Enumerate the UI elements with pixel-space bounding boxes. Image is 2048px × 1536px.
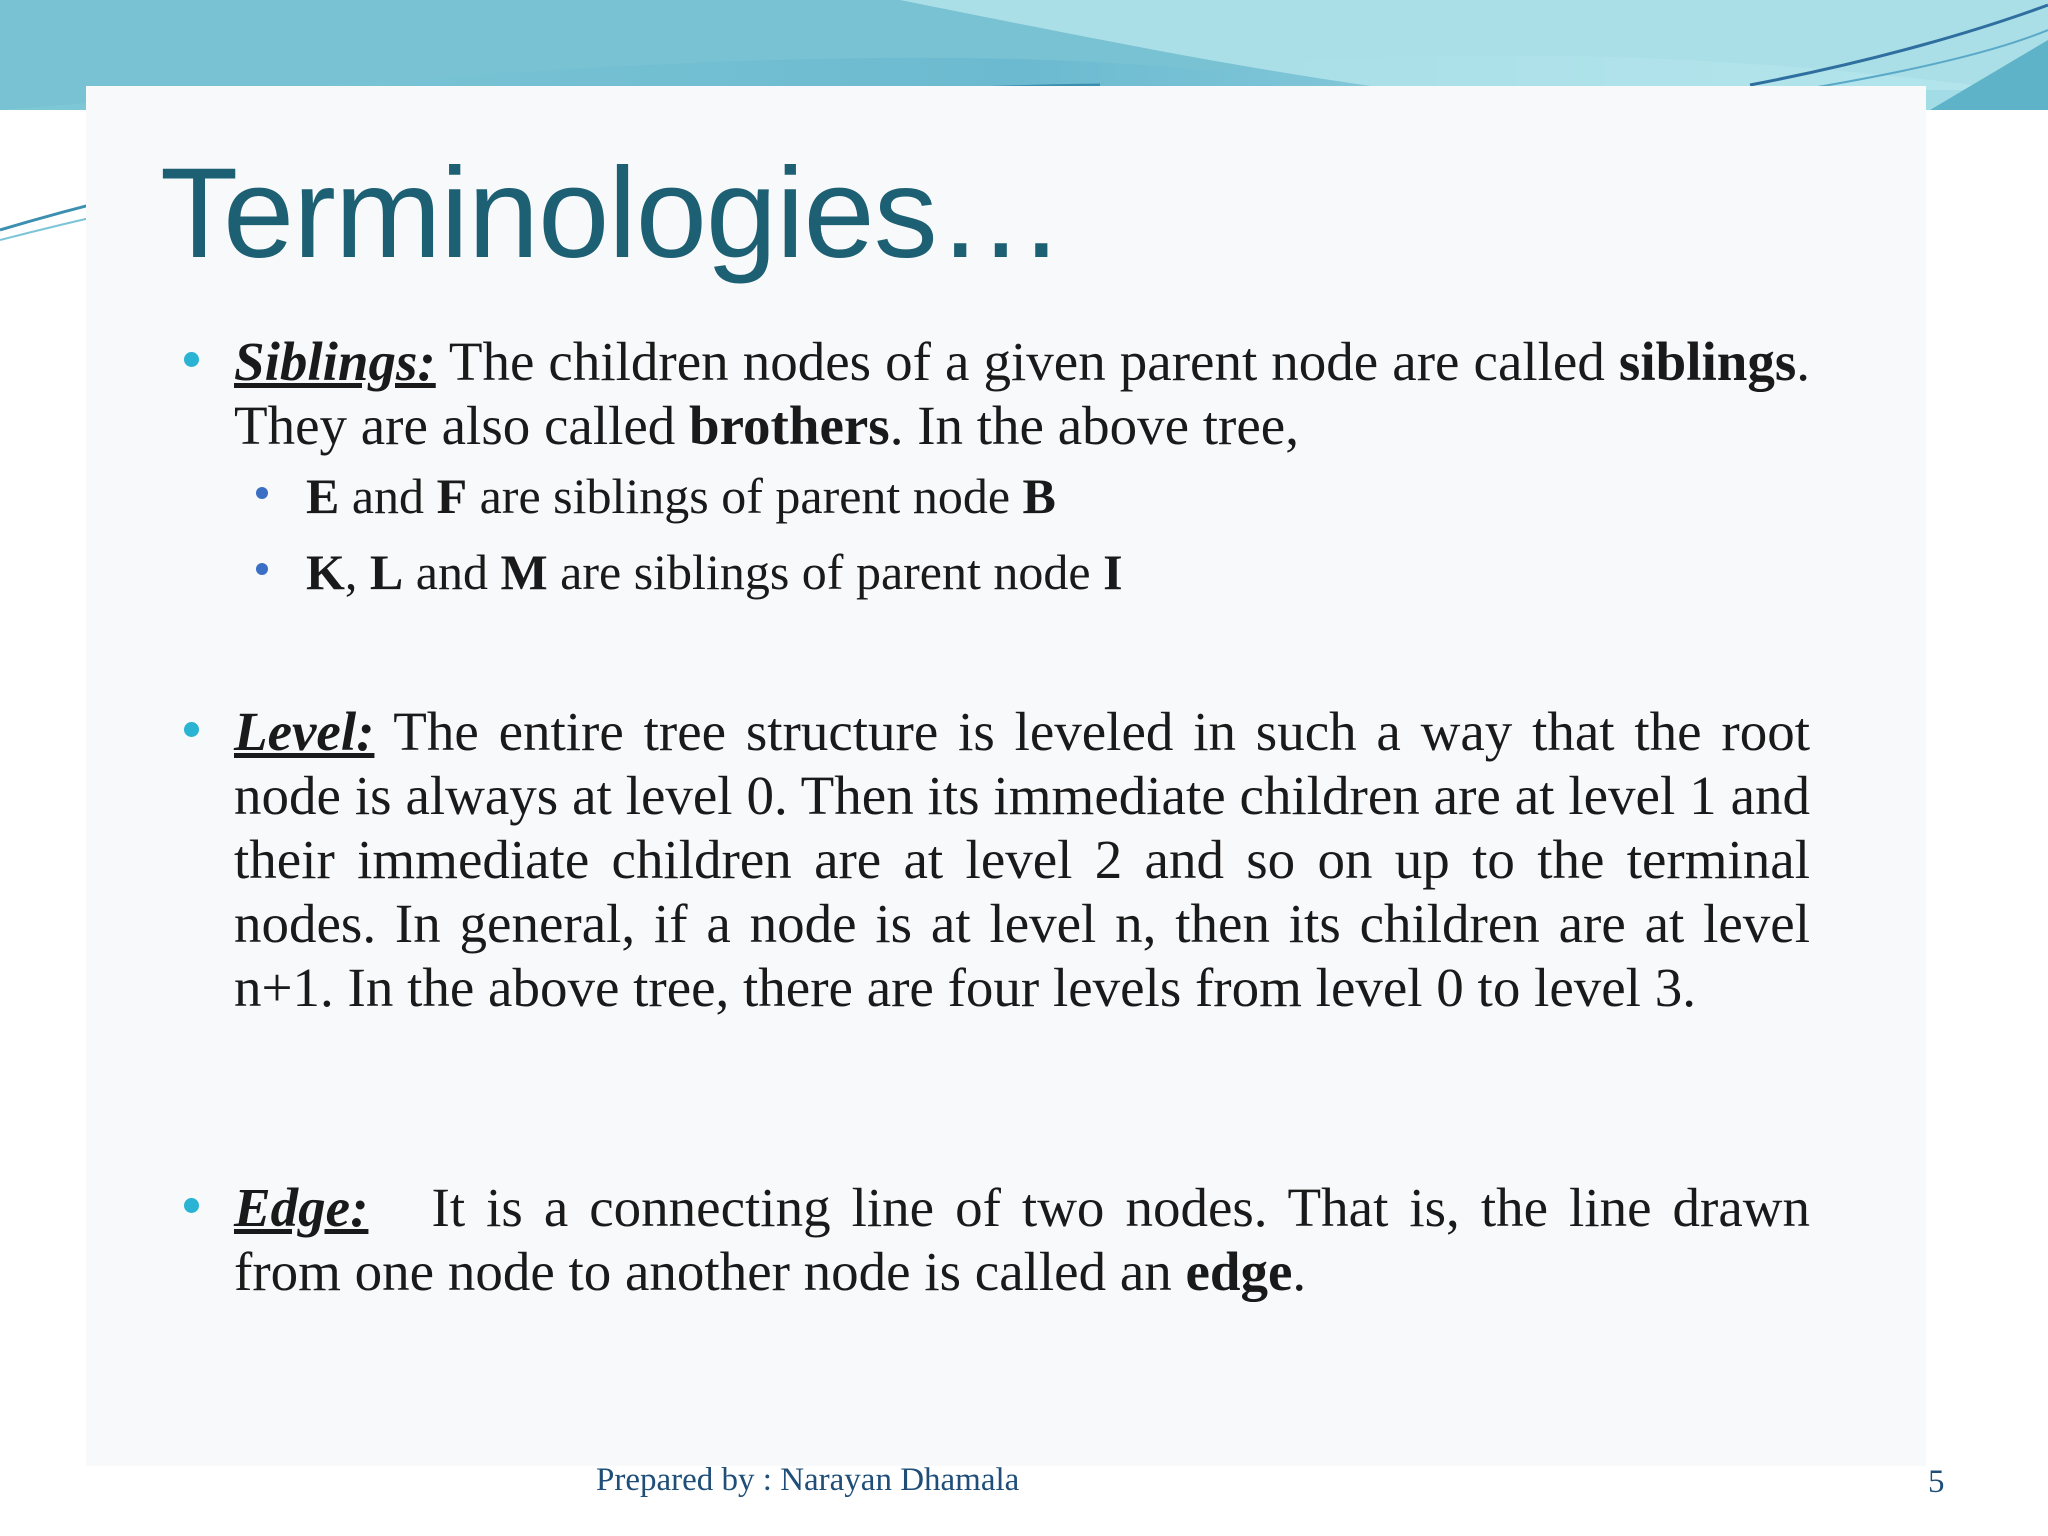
bold-node: E [306,468,340,524]
bold-word-siblings: siblings [1618,331,1797,392]
bold-node: L [369,544,404,600]
text-fragment: . They are also called [234,331,1810,456]
siblings-paragraph [234,330,1810,458]
level-text: The entire tree structure is leveled in such a way that the root node is always at level 0. Then its immediate children are at level 1 and their immediate children are at level 2 and so on up to the terminal nodes. In general, if a node is at level n, then its children are at level n+1. In the above tree, there are four levels from level 0 to level 3. [234,701,1810,1018]
text-fragment: and [403,544,501,600]
bullet-item-siblings [178,330,1810,458]
bullet-dot-icon [184,722,199,737]
text-fragment: are siblings of parent node [547,544,1104,600]
bold-word-edge: edge [1185,1241,1293,1302]
term-siblings: Siblings: [234,331,436,392]
term-level: Level: [234,701,375,762]
text-fragment: It is a connecting line of two nodes. That is, the line drawn from one node to another node is called an [234,1177,1824,1302]
text-fragment: . In the above tree, [889,395,1299,456]
bullet-item-level [178,700,1810,1020]
bold-word-brothers: brothers [689,395,890,456]
sub-item-text [306,466,1056,526]
text-fragment: and [339,468,437,524]
bold-node: K [306,544,345,600]
sub-bullet-dot-icon [256,563,268,575]
bullet-item-edge [178,1176,1824,1304]
text-fragment: The children nodes of a given parent node are called [435,331,1619,392]
bullet-dot-icon [184,1198,199,1213]
text-fragment: . [1292,1241,1307,1302]
sub-item-e-f [256,466,1056,526]
level-paragraph [234,700,1810,1020]
edge-paragraph [234,1176,1824,1304]
text-fragment: are siblings of parent node [467,468,1023,524]
bold-node: F [436,468,468,524]
bold-node: I [1103,544,1123,600]
sub-item-k-l-m [256,542,1123,602]
bullet-dot-icon [184,352,199,367]
text-fragment: , [344,544,370,600]
sub-item-text [306,542,1123,602]
footer-author: Prepared by : Narayan Dhamala [596,1462,1020,1498]
term-edge: Edge: [234,1177,369,1238]
bold-node: M [500,544,548,600]
slide-page-number: 5 [1928,1464,1945,1500]
bold-node: B [1022,468,1056,524]
slide-title: Terminologies… [160,142,1064,285]
sub-bullet-dot-icon [256,487,268,499]
